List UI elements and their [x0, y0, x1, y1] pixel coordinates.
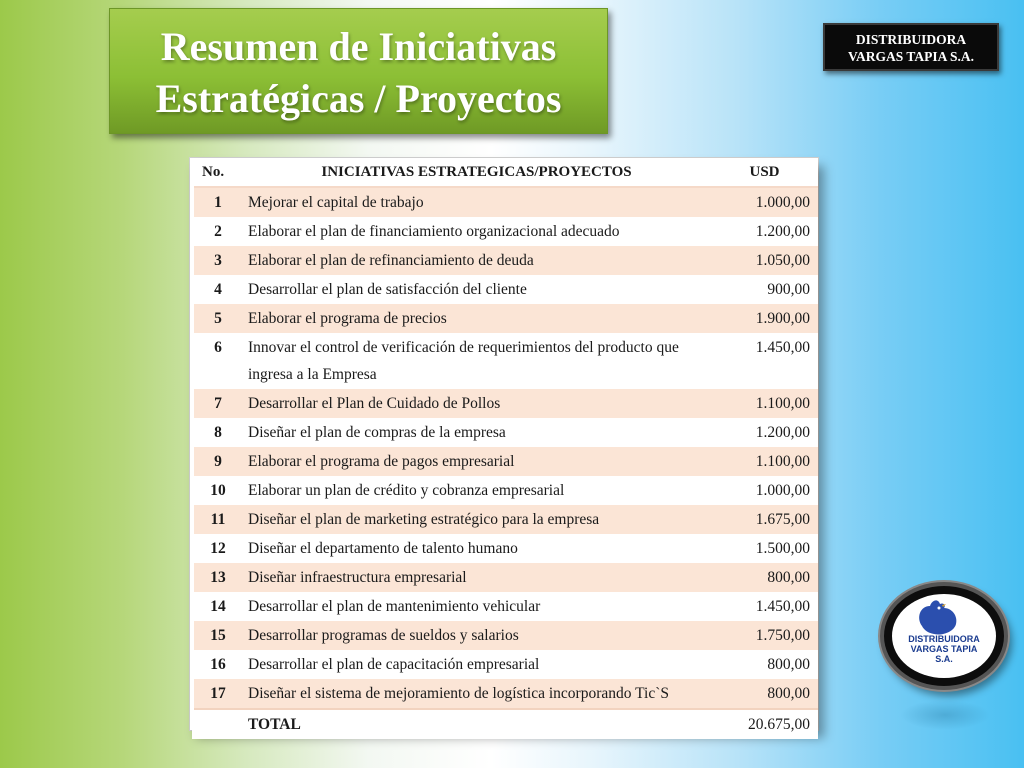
total-label: TOTAL — [242, 709, 711, 739]
table-row — [192, 621, 818, 650]
logo-text-line-1: DISTRIBUIDORA — [908, 634, 980, 644]
row-initiative: Innovar el control de verificación de requerimientos del producto que ingresa a la Empresa — [242, 333, 711, 389]
row-initiative: Diseñar infraestructura empresarial — [242, 563, 711, 592]
row-number: 16 — [192, 650, 242, 679]
row-initiative: Diseñar el departamento de talento humano — [242, 534, 711, 563]
row-amount-usd: 1.675,00 — [711, 505, 818, 534]
row-amount-usd: 1.000,00 — [711, 187, 818, 217]
row-initiative: Desarrollar el plan de capacitación empresarial — [242, 650, 711, 679]
row-initiative: Elaborar el programa de pagos empresarial — [242, 447, 711, 476]
row-amount-usd: 900,00 — [711, 275, 818, 304]
row-number: 10 — [192, 476, 242, 505]
table-row — [192, 418, 818, 447]
company-name-line-1: DISTRIBUIDORA — [855, 32, 967, 47]
column-header-initiatives: INICIATIVAS ESTRATEGICAS/PROYECTOS — [242, 158, 711, 187]
row-number: 15 — [192, 621, 242, 650]
table-body — [192, 187, 818, 739]
total-blank — [192, 709, 242, 739]
row-initiative: Diseñar el sistema de mejoramiento de logística incorporando Tic`S — [242, 679, 711, 709]
row-number: 7 — [192, 389, 242, 418]
row-amount-usd: 1.100,00 — [711, 389, 818, 418]
row-number: 5 — [192, 304, 242, 333]
company-name-line-2: VARGAS TAPIA S.A. — [847, 49, 975, 64]
row-initiative: Elaborar el plan de refinanciamiento de deuda — [242, 246, 711, 275]
row-initiative: Diseñar el plan de marketing estratégico para la empresa — [242, 505, 711, 534]
logo-text-line-3: S.A. — [935, 654, 953, 664]
row-initiative: Diseñar el plan de compras de la empresa — [242, 418, 711, 447]
table-row — [192, 187, 818, 217]
row-amount-usd: 1.900,00 — [711, 304, 818, 333]
table-row — [192, 389, 818, 418]
row-number: 12 — [192, 534, 242, 563]
table-row — [192, 246, 818, 275]
table-row — [192, 333, 818, 389]
table-row — [192, 563, 818, 592]
table-row — [192, 476, 818, 505]
row-number: 11 — [192, 505, 242, 534]
row-amount-usd: 1.750,00 — [711, 621, 818, 650]
table-row — [192, 447, 818, 476]
table-row — [192, 275, 818, 304]
table-header-row — [192, 158, 818, 187]
table-row — [192, 534, 818, 563]
table-row — [192, 217, 818, 246]
row-amount-usd: 1.450,00 — [711, 333, 818, 389]
row-initiative: Elaborar el plan de financiamiento organizacional adecuado — [242, 217, 711, 246]
column-header-usd: USD — [711, 158, 818, 187]
row-number: 3 — [192, 246, 242, 275]
row-amount-usd: 1.500,00 — [711, 534, 818, 563]
table-total-row — [192, 709, 818, 739]
row-number: 9 — [192, 447, 242, 476]
row-initiative: Desarrollar el plan de mantenimiento vehicular — [242, 592, 711, 621]
table-row — [192, 650, 818, 679]
table-row — [192, 304, 818, 333]
logo-text — [884, 634, 1004, 664]
table-row — [192, 505, 818, 534]
hen-icon — [912, 596, 960, 638]
row-amount-usd: 1.200,00 — [711, 217, 818, 246]
company-logo — [880, 582, 1008, 690]
row-amount-usd: 800,00 — [711, 650, 818, 679]
row-amount-usd: 1.050,00 — [711, 246, 818, 275]
row-number: 17 — [192, 679, 242, 709]
row-initiative: Desarrollar el Plan de Cuidado de Pollos — [242, 389, 711, 418]
row-initiative: Desarrollar el plan de satisfacción del cliente — [242, 275, 711, 304]
row-number: 6 — [192, 333, 242, 389]
row-number: 2 — [192, 217, 242, 246]
row-amount-usd: 1.450,00 — [711, 592, 818, 621]
company-name-badge — [823, 23, 999, 71]
column-header-no: No. — [192, 158, 242, 187]
table-row — [192, 592, 818, 621]
logo-text-line-2: VARGAS TAPIA — [910, 644, 978, 654]
row-initiative: Elaborar el programa de precios — [242, 304, 711, 333]
row-number: 13 — [192, 563, 242, 592]
slide-title — [109, 8, 608, 134]
initiatives-table-panel — [190, 158, 818, 733]
row-number: 1 — [192, 187, 242, 217]
row-number: 8 — [192, 418, 242, 447]
row-number: 4 — [192, 275, 242, 304]
logo-shadow — [900, 700, 990, 730]
table-row — [192, 679, 818, 709]
row-amount-usd: 1.100,00 — [711, 447, 818, 476]
row-initiative: Mejorar el capital de trabajo — [242, 187, 711, 217]
row-initiative: Desarrollar programas de sueldos y salarios — [242, 621, 711, 650]
row-initiative: Elaborar un plan de crédito y cobranza empresarial — [242, 476, 711, 505]
row-amount-usd: 1.000,00 — [711, 476, 818, 505]
row-amount-usd: 1.200,00 — [711, 418, 818, 447]
row-amount-usd: 800,00 — [711, 679, 818, 709]
total-amount-usd: 20.675,00 — [711, 709, 818, 739]
slide-title-line-2: Estratégicas / Proyectos — [155, 76, 562, 121]
row-number: 14 — [192, 592, 242, 621]
initiatives-table — [190, 158, 818, 739]
slide-title-line-1: Resumen de Iniciativas — [160, 24, 557, 69]
row-amount-usd: 800,00 — [711, 563, 818, 592]
